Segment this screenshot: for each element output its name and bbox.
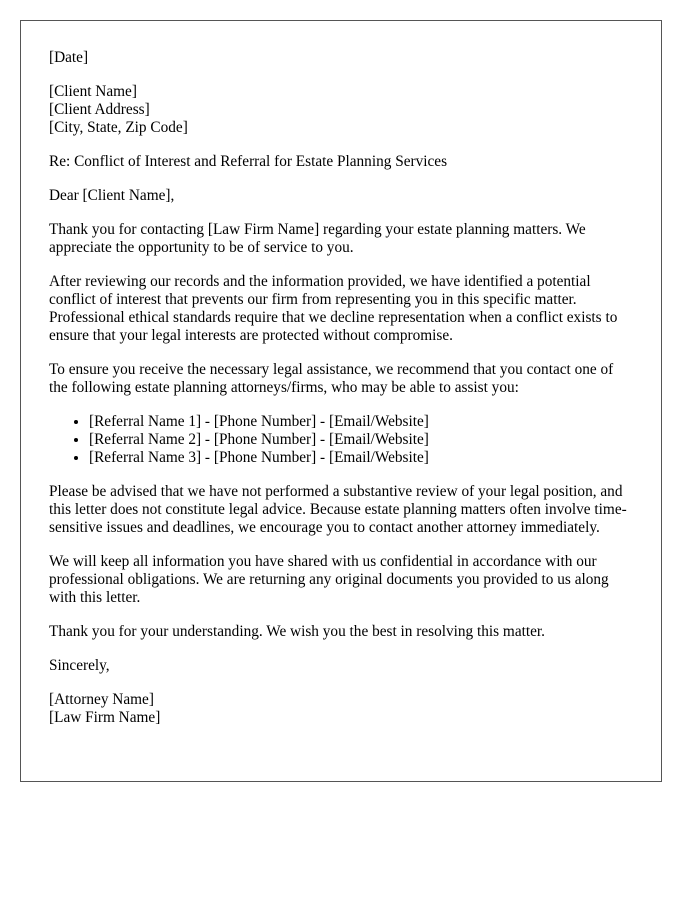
- letter-salutation: Dear [Client Name],: [49, 187, 175, 204]
- letter-date: [Date]: [49, 49, 89, 66]
- recipient-name: [Client Name]: [49, 83, 137, 100]
- firm-name: [Law Firm Name]: [49, 709, 161, 726]
- paragraph-advice: Please be advised that we have not performed a substantive review of your legal position, and this letter does not constitute legal advice. Because estate planning matters often involve time-sensitive issues and deadlines, we encourage you to contact another attorney immediately.: [49, 483, 627, 536]
- attorney-name: [Attorney Name]: [49, 691, 154, 708]
- paragraph-referral-intro: To ensure you receive the necessary legal assistance, we recommend that you contact one of the following estate planning attorneys/firms, who may be able to assist you:: [49, 361, 614, 396]
- paragraph-thanks: Thank you for contacting [Law Firm Name] regarding your estate planning matters. We appreciate the opportunity to be of service to you.: [49, 221, 586, 256]
- letter-subject: Re: Conflict of Interest and Referral for Estate Planning Services: [49, 153, 448, 170]
- signature-block: [49, 691, 633, 727]
- letter-page: [20, 20, 662, 782]
- recipient-address-block: [49, 83, 633, 137]
- recipient-address: [Client Address]: [49, 101, 150, 118]
- paragraph-confidential: We will keep all information you have shared with us confidential in accordance with our professional obligations. We are returning any original documents you provided to us along with this letter.: [49, 553, 609, 606]
- referral-item: • [Referral Name 3] - [Phone Number] - [Email/Website]: [89, 449, 633, 467]
- referral-item: • [Referral Name 2] - [Phone Number] - [Email/Website]: [89, 431, 633, 449]
- paragraph-conflict: After reviewing our records and the information provided, we have identified a potential conflict of interest that prevents our firm from representing you in this specific matter. Professional ethical standards require that we decline representation when a conflict exists to ensure that your legal interests are protected without compromise.: [49, 273, 618, 344]
- recipient-city-state-zip: [City, State, Zip Code]: [49, 119, 188, 136]
- paragraph-closing: Thank you for your understanding. We wish you the best in resolving this matter.: [49, 623, 545, 640]
- letter-closing: Sincerely,: [49, 657, 110, 674]
- referral-item: • [Referral Name 1] - [Phone Number] - [Email/Website]: [89, 413, 633, 431]
- referral-list: [49, 413, 633, 467]
